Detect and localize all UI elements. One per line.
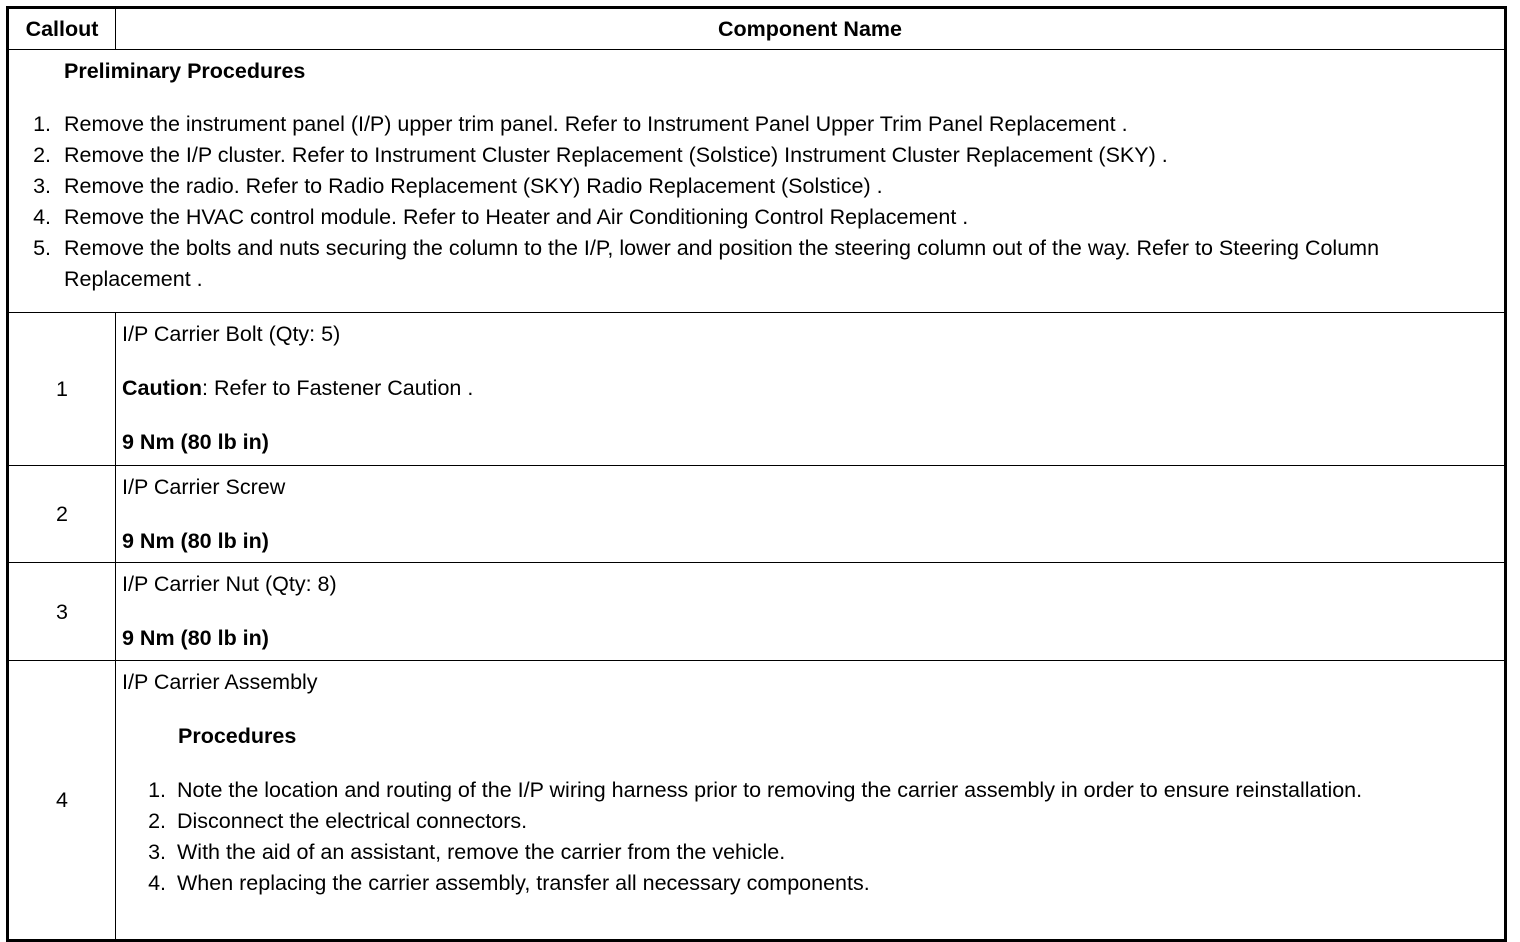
callout-cell: 1	[8, 313, 116, 466]
preliminary-row	[8, 50, 1506, 313]
table-row	[8, 563, 1506, 661]
component-name: I/P Carrier Assembly	[122, 670, 318, 694]
preliminary-title: Preliminary Procedures	[64, 59, 306, 83]
list-item: 4. When replacing the carrier assembly, transfer all necessary components.	[148, 871, 870, 895]
list-item: 5. Remove the bolts and nuts securing the column to the I/P, lower and position the steering column out of the way. Refer to Steering Column Replacement .	[33, 236, 1380, 291]
component-cell	[116, 661, 1506, 941]
step-text: Disconnect the electrical connectors.	[177, 809, 528, 833]
component-name: I/P Carrier Bolt (Qty: 5)	[122, 322, 341, 346]
list-item: 2. Disconnect the electrical connectors.	[148, 809, 528, 833]
step-text: Remove the radio. Refer to Radio Replacement (SKY) Radio Replacement (Solstice) .	[64, 174, 883, 198]
list-item: 1. Note the location and routing of the I/P wiring harness prior to removing the carrier assembly in order to ensure reinstallation.	[148, 778, 1363, 802]
step-text: Note the location and routing of the I/P wiring harness prior to removing the carrier assembly in order to ensure reinstallation.	[177, 778, 1363, 802]
list-item: 3. Remove the radio. Refer to Radio Replacement (SKY) Radio Replacement (Solstice) .	[33, 174, 883, 198]
callout-cell: 4	[8, 661, 116, 941]
step-text: Remove the bolts and nuts securing the column to the I/P, lower and position the steering column out of the way. Refer to Steering Column Replacement .	[64, 236, 1380, 291]
header-row	[8, 8, 1506, 50]
step-text: With the aid of an assistant, remove the carrier from the vehicle.	[177, 840, 786, 864]
table-row	[8, 466, 1506, 563]
step-text: When replacing the carrier assembly, transfer all necessary components.	[177, 871, 870, 895]
component-cell	[116, 313, 1506, 466]
table-row	[8, 661, 1506, 941]
list-item: 2. Remove the I/P cluster. Refer to Instrument Cluster Replacement (Solstice) Instrument Cluster Replacement (SKY) .	[33, 143, 1168, 167]
torque-spec: 9 Nm (80 lb in)	[122, 430, 269, 454]
caution-label: Caution	[122, 376, 203, 400]
procedures-title: Procedures	[178, 724, 297, 748]
step-text: Remove the instrument panel (I/P) upper trim panel. Refer to Instrument Panel Upper Trim Panel Replacement .	[64, 112, 1128, 136]
callout-header: Callout	[8, 8, 116, 50]
component-table	[6, 6, 1507, 942]
step-text: Remove the I/P cluster. Refer to Instrument Cluster Replacement (Solstice) Instrument Cluster Replacement (SKY) .	[64, 143, 1168, 167]
list-item: 1. Remove the instrument panel (I/P) upper trim panel. Refer to Instrument Panel Upper Trim Panel Replacement .	[33, 112, 1128, 136]
torque-spec: 9 Nm (80 lb in)	[122, 626, 269, 650]
component-header: Component Name	[116, 8, 1506, 50]
table-row	[8, 313, 1506, 466]
component-name: I/P Carrier Nut (Qty: 8)	[122, 572, 337, 596]
callout-cell: 3	[8, 563, 116, 661]
component-cell	[116, 563, 1506, 661]
torque-spec: 9 Nm (80 lb in)	[122, 529, 269, 553]
component-cell	[116, 466, 1506, 563]
callout-cell: 2	[8, 466, 116, 563]
caution-link-text[interactable]: : Refer to Fastener Caution .	[202, 376, 474, 400]
step-text: Remove the HVAC control module. Refer to Heater and Air Conditioning Control Replacement .	[64, 205, 969, 229]
component-name: I/P Carrier Screw	[122, 475, 286, 499]
list-item: 3. With the aid of an assistant, remove the carrier from the vehicle.	[148, 840, 786, 864]
preliminary-procedures	[8, 50, 1506, 313]
list-item: 4. Remove the HVAC control module. Refer to Heater and Air Conditioning Control Replacement .	[33, 205, 969, 229]
caution-note	[122, 373, 1500, 403]
